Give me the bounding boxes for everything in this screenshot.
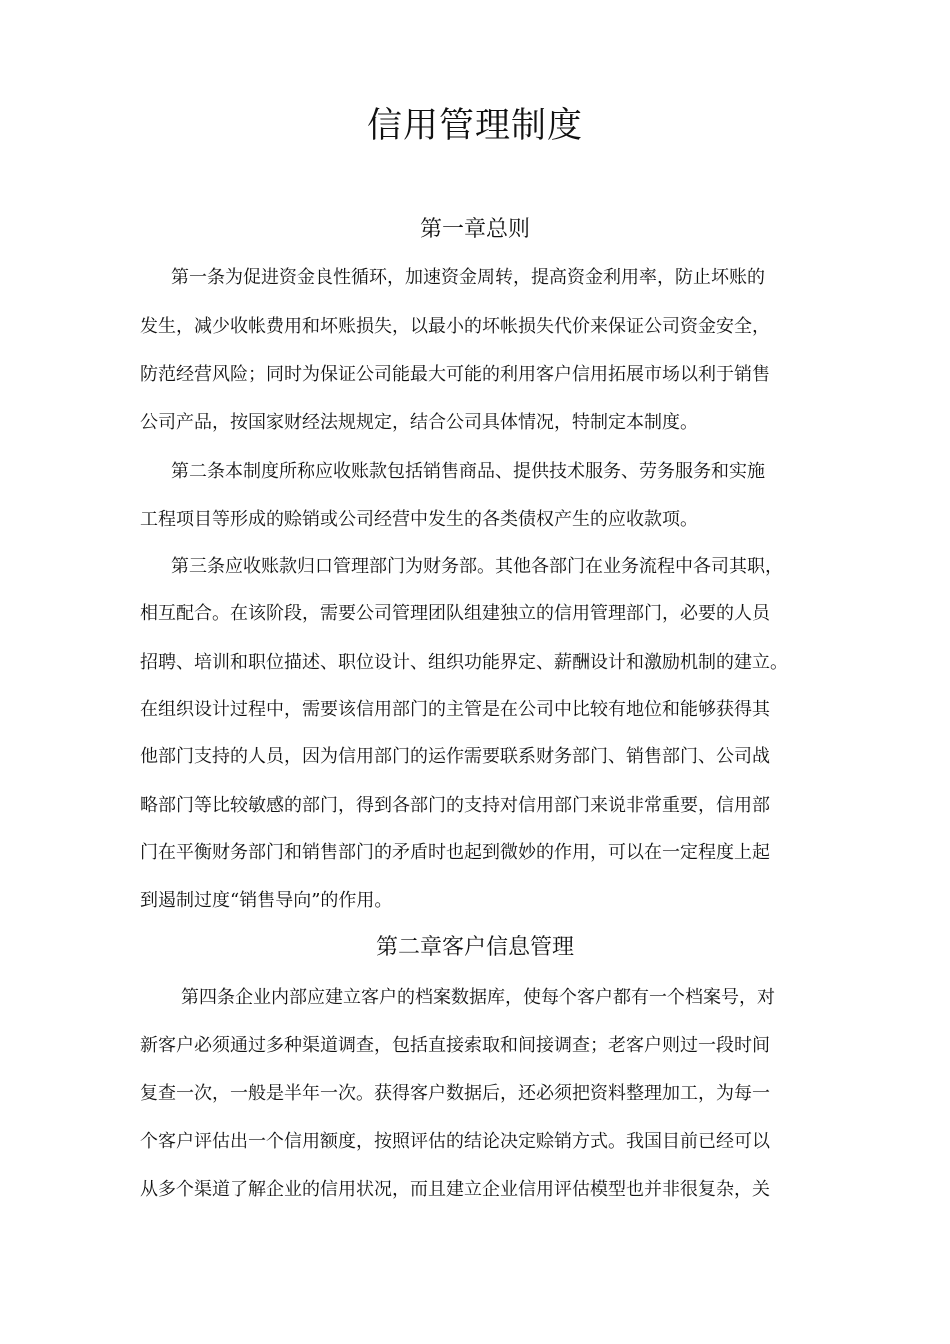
- document-title: 信用管理制度: [366, 106, 583, 146]
- body-line: 从多个渠道了解企业的信用状况，而且建立企业信用评估模型也并非很复杂，关: [140, 1179, 770, 1200]
- body-line: 到遏制过度“销售导向”的作用。: [140, 890, 393, 911]
- body-line: 第三条应收账款归口管理部门为财务部。其他各部门在业务流程中各司其职，: [171, 556, 783, 577]
- body-line: 相互配合。在该阶段，需要公司管理团队组建独立的信用管理部门，必要的人员: [140, 603, 770, 624]
- body-line: 门在平衡财务部门和销售部门的矛盾时也起到微妙的作用，可以在一定程度上起: [140, 842, 770, 863]
- body-line: 个客户评估出一个信用额度，按照评估的结论决定赊销方式。我国目前已经可以: [140, 1131, 770, 1152]
- body-line: 公司产品，按国家财经法规规定，结合公司具体情况，特制定本制度。: [140, 412, 698, 433]
- body-line: 第四条企业内部应建立客户的档案数据库，使每个客户都有一个档案号，对: [181, 987, 775, 1008]
- chapter-1-heading: 第一章总则: [419, 217, 530, 242]
- body-line: 新客户必须通过多种渠道调查，包括直接索取和间接调查；老客户则过一段时间: [140, 1035, 770, 1056]
- body-line: 复查一次，一般是半年一次。获得客户数据后，还必须把资料整理加工，为每一: [140, 1083, 770, 1104]
- body-line: 在组织设计过程中，需要该信用部门的主管是在公司中比较有地位和能够获得其: [140, 699, 770, 720]
- body-line: 发生，减少收帐费用和坏账损失，以最小的坏帐损失代价来保证公司资金安全，: [140, 316, 770, 337]
- body-line: 第二条本制度所称应收账款包括销售商品、提供技术服务、劳务服务和实施: [171, 461, 765, 482]
- body-line: 略部门等比较敏感的部门，得到各部门的支持对信用部门来说非常重要，信用部: [140, 795, 770, 816]
- chapter-2-heading: 第二章客户信息管理: [375, 935, 574, 960]
- body-line: 招聘、培训和职位描述、职位设计、组织功能界定、薪酬设计和激励机制的建立。: [140, 652, 788, 673]
- body-line: 工程项目等形成的赊销或公司经营中发生的各类债权产生的应收款项。: [140, 509, 698, 530]
- body-line: 他部门支持的人员，因为信用部门的运作需要联系财务部门、销售部门、公司战: [140, 746, 770, 767]
- body-line: 防范经营风险；同时为保证公司能最大可能的利用客户信用拓展市场以利于销售: [140, 364, 770, 385]
- body-line: 第一条为促进资金良性循环，加速资金周转，提高资金利用率，防止坏账的: [171, 267, 765, 288]
